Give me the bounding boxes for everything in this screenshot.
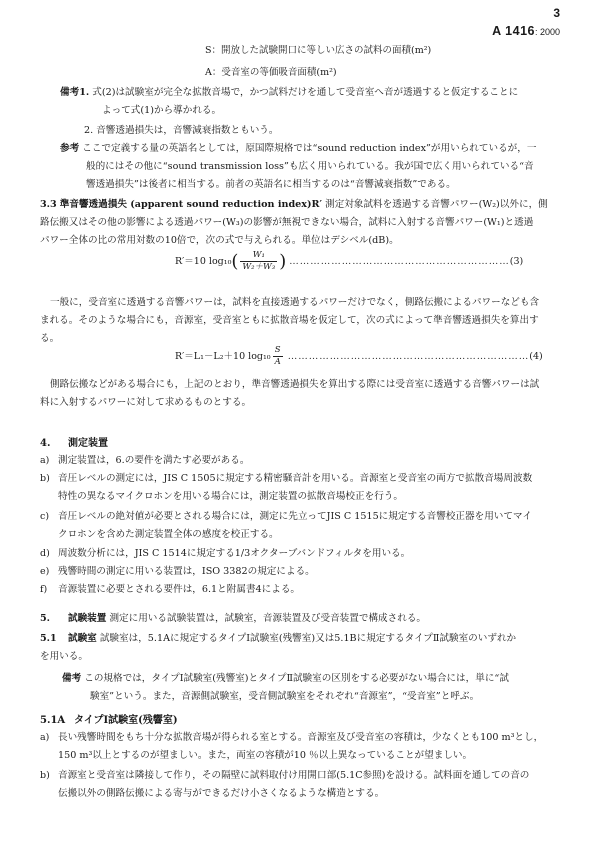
list-item-text: 音源装置に必要とされる要件は，6.1と附属書4による。	[58, 584, 301, 595]
section-5-1	[40, 630, 564, 666]
list-item-text: 150 m³以上とするのが望ましい。また，両室の容積が10 ％以上異なっていることが望ましい。	[58, 750, 473, 761]
list-item-text: 長い残響時間をもち十分な拡散音場が得られる室とする。音源室及び受音室の容積は，少なくとも100 m³とし，	[58, 732, 544, 743]
note-label: 備考	[60, 87, 80, 98]
equation-3: R′＝10 log₁₀( $\frac{\text{W₁}}{\text{W₂＋W₃}}$ ) ………………………………………………………(3)	[175, 250, 524, 272]
standard-year: : 2000	[534, 27, 560, 37]
equation-fraction	[273, 345, 283, 368]
section-title: 試験装置	[68, 613, 107, 624]
equation-fraction	[240, 250, 277, 273]
section-text: 測定に用いる試験装置は，試験室，音源装置及び受音装置で構成される。	[109, 613, 427, 624]
section-title: 準音響透過損失 (apparent sound reduction index)R′	[59, 199, 323, 210]
note-text: 式(2)は試験室が完全な拡散音場で，かつ試料だけを通して受音室へ音が透過すると仮定することに	[92, 87, 519, 98]
section-title: 測定装置	[68, 438, 108, 449]
paragraph-text: 料に入射するパワーに対して求めるものとする。	[40, 397, 252, 408]
fraction-numerator: W₁	[240, 250, 277, 262]
list-item-text: 音圧レベルの絶対値が必要とされる場合には，測定に先立ってJIS C 1515に規定する音響校正器を用いてマイ	[58, 511, 532, 522]
fraction-denominator: W₂＋W₃	[242, 262, 276, 272]
list-item-text: 伝搬以外の側路伝搬による寄与ができるだけ小さくなるような構造とする。	[58, 788, 385, 799]
section-number: 3.3	[40, 199, 57, 210]
note-text: 験室”という。また，音源側試験室，受音側試験室をそれぞれ“音源室”，“受音室”と呼ぶ。	[90, 691, 480, 702]
list-item-text: 特性の異なるマイクロホンを用いる場合には，測定装置の拡散音場校正を行う。	[58, 491, 403, 502]
section-5-1a-heading	[40, 711, 178, 726]
reference-label: 参考	[60, 143, 80, 154]
section-text: パワー全体の比の常用対数の10倍で，次の式で与えられる。単位はデシベル(dB)。	[40, 235, 399, 246]
list-item-label: f)	[40, 584, 48, 595]
note-text: よって式(1)から導かれる。	[102, 105, 222, 116]
section-number: 4.	[40, 438, 51, 449]
note-number: 1.	[79, 87, 90, 98]
list-item-text: 周波数分析には，JIS C 1514に規定する1/3オクターブバンドフィルタを用いる。	[58, 548, 411, 559]
section-number: 5.	[40, 613, 51, 624]
section-title: タイプⅠ試験室(残響室)	[74, 715, 178, 726]
definition-a: A：受音室の等価吸音面積(m²)	[205, 67, 337, 78]
list-item-label: b)	[40, 473, 50, 484]
equation-label: (3)	[509, 256, 524, 267]
section-text: を用いる。	[40, 651, 88, 662]
note-section-5-1	[40, 670, 564, 706]
list-item-text: クロホンを含めた測定装置全体の感度を校正する。	[58, 529, 279, 540]
section-title: 試験室	[68, 633, 97, 644]
note-text: この規格では，タイプⅠ試験室(残響室)とタイプⅡ試験室の区別をする必要がない場合には，単に“試	[84, 673, 509, 684]
note-biko-1	[40, 84, 564, 120]
section-5	[40, 610, 564, 628]
list-item-label: e)	[40, 566, 50, 577]
note-number: 2.	[84, 125, 94, 136]
section-text: 試験室は，5.1Aに規定するタイプⅠ試験室(残響室)又は5.1Bに規定するタイプⅡ試験室のいずれか	[99, 633, 517, 644]
note-label: 備考	[62, 673, 82, 684]
list-item-text: 音源室と受音室は隣接して作り，その隔壁に試料取付け用開口部(5.1C参照)を設ける。試料面を通しての音の	[58, 770, 530, 781]
list-item-label: d)	[40, 548, 50, 559]
reference-text: 響透過損失”は後者に相当する。前者の英語名に相当するのは“音響減衰指数”である。	[86, 179, 456, 190]
paragraph-text: まれる。そのような場合にも，音源室，受音室ともに拡散音場を仮定して，次の式によって準音響透過損失を算出す	[40, 315, 539, 326]
equation-label: (4)	[529, 351, 543, 362]
paragraph-text: 側路伝搬などがある場合にも，上記のとおり，準音響透過損失を算出する際には受音室に透過する音響パワーは試	[50, 379, 540, 390]
definition-s: S：開放した試験開口に等しい広さの試料の面積(m²)	[205, 45, 432, 56]
standard-id	[492, 24, 560, 38]
list-item-text: 音圧レベルの測定には，JIS C 1505に規定する精密騒音計を用いる。音源室と受音室の両方で拡散音場周波数	[58, 473, 533, 484]
paragraph-text: 一般に，受音室に透過する音響パワーは，試料を直接透過するパワーだけでなく，側路伝搬によるパワーなども含	[50, 297, 540, 308]
paragraph-measurement	[40, 376, 564, 412]
section-number: 5.1A	[40, 715, 66, 726]
reference-text: 般的にはその他に“sound transmission loss”も広く用いられている。我が国で広く用いられている“音	[86, 161, 534, 172]
fraction-denominator: A	[274, 357, 281, 367]
fraction-numerator: S	[273, 345, 283, 357]
list-item-label: a)	[40, 732, 50, 743]
list-item-label: c)	[40, 511, 50, 522]
paragraph-text: る。	[40, 333, 60, 344]
section-3-3	[40, 196, 564, 250]
section-4-heading	[40, 434, 108, 449]
standard-code: A 1416	[492, 24, 535, 38]
list-item-label: b)	[40, 770, 50, 781]
equation-4: R′＝L₁－L₂＋10 log₁₀ $\frac{S}{A}$ ……………………………………………………………(4)	[175, 345, 543, 367]
note-text: 音響透過損失は，音響減衰指数ともいう。	[96, 125, 279, 136]
reference-text: ここで定義する量の英語名としては，原国際規格では“sound reduction index”が用いられているが，一	[82, 143, 537, 154]
section-text: 測定対象試料を透過する音響パワー(W₂)以外に，側	[325, 199, 548, 210]
section-number: 5.1	[40, 633, 57, 644]
paragraph-flanking	[40, 294, 564, 348]
page-number: 3	[553, 6, 560, 20]
list-item-text: 残響時間の測定に用いる装置は，ISO 3382の規定による。	[58, 566, 315, 577]
list-item-text: 測定装置は，6.の要件を満たす必要がある。	[58, 455, 250, 466]
note-biko-2	[40, 122, 564, 140]
equation-lhs: R′＝L₁－L₂＋10 log₁₀	[175, 351, 271, 362]
equation-lhs: R′＝10 log₁₀	[175, 256, 232, 267]
section-text: 路伝搬又はその他の影響による透過パワー(W₃)の影響が無視できない場合，試料に入射する音響パワー(W₁)と透過	[40, 217, 534, 228]
reference-note	[40, 140, 564, 194]
list-item-label: a)	[40, 455, 50, 466]
